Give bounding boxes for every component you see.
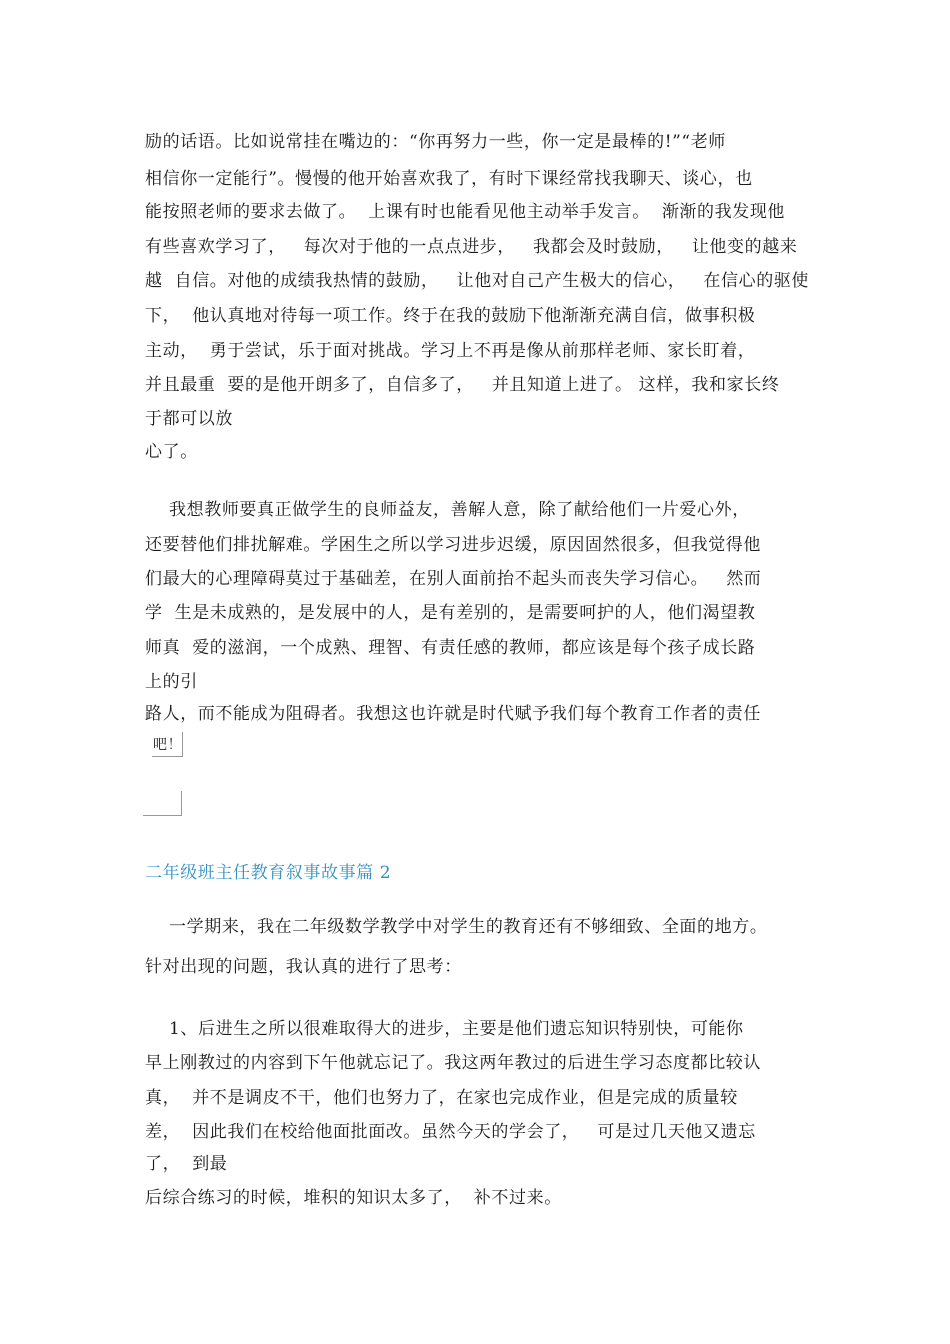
text-line: 相信你一定能行”。慢慢的他开始喜欢我了，有时下课经常找我聊天、谈心，也 [145,169,753,189]
text-line: 师真 爱的滋润，一个成熟、理智、有责任感的教师，都应该是每个孩子成长路 [145,638,756,658]
section-heading: 二年级班主任教育叙事故事篇 2 [145,863,392,883]
text-line: 真， 并不是调皮不干，他们也努力了，在家也完成作业，但是完成的质量较 [145,1088,738,1108]
corner-mark [143,791,182,816]
text-line: 针对出现的问题，我认真的进行了思考： [145,957,462,977]
text-line: 下， 他认真地对待每一项工作。终于在我的鼓励下他渐渐充满自信，做事积极 [145,306,756,326]
text-line: 越 自信。对他的成绩我热情的鼓励， 让他对自己产生极大的信心， 在信心的驱使 [145,271,810,291]
text-line: 学 生是未成熟的，是发展中的人，是有差别的，是需要呵护的人，他们渴望教 [145,603,756,623]
text-line: 了， 到最 [145,1154,228,1174]
text-line: 我想教师要真正做学生的良师益友，善解人意，除了献给他们一片爱心外， [145,500,750,520]
text-line: 吧！ [153,737,183,753]
text-line: 1、后进生之所以很难取得大的进步，主要是他们遗忘知识特别快，可能你 [145,1019,744,1039]
text-line: 差， 因此我们在校给他面批面改。虽然今天的学会了， 可是过几天他又遗忘 [145,1122,756,1142]
text-line: 于都可以放 [145,409,233,429]
text-line: 主动， 勇于尝试，乐于面对挑战。学习上不再是像从前那样老师、家长盯着， [145,341,756,361]
text-line: 还要替他们排扰解难。学困生之所以学习进步迟缓，原因固然很多，但我觉得他 [145,535,761,555]
text-line: 上的引 [145,672,198,692]
text-line: 能按照老师的要求去做了。 上课有时也能看见他主动举手发言。 渐渐的我发现他 [145,202,786,222]
corner-mark [152,732,183,757]
text-line: 后综合练习的时候，堆积的知识太多了， 补不过来。 [145,1188,562,1208]
text-line: 心了。 [145,442,198,462]
text-line: 并且最重 要的是他开朗多了，自信多了， 并且知道上进了。 这样，我和家长终 [145,375,780,395]
text-line: 路人，而不能成为阻碍者。我想这也许就是时代赋予我们每个教育工作者的责任 [145,704,761,724]
text-line: 有些喜欢学习了， 每次对于他的一点点进步， 我都会及时鼓励， 让他变的越来 [145,237,798,257]
text-line: 们最大的心理障碍莫过于基础差，在别人面前抬不起头而丧失学习信心。 然而 [145,569,762,589]
text-line: 早上刚教过的内容到下午他就忘记了。我这两年教过的后进生学习态度都比较认 [145,1053,761,1073]
text-line: 励的话语。比如说常挂在嘴边的：“你再努力一些，你一定是最棒的!”“老师 [145,132,726,152]
text-line: 一学期来，我在二年级数学教学中对学生的教育还有不够细致、全面的地方。 [145,917,768,937]
